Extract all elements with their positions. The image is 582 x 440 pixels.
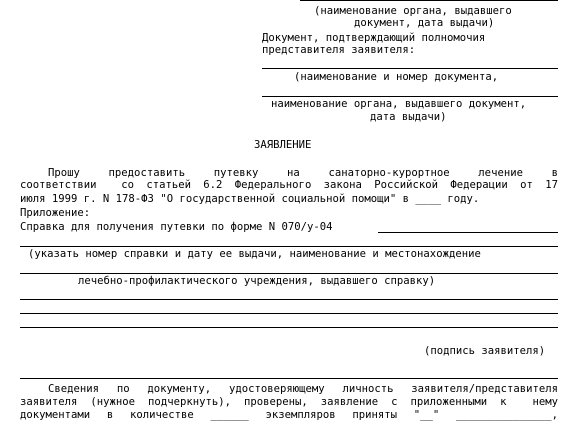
signature-caption: (подпись заявителя) [424,345,546,357]
certificate-caption-1: (указать номер справки и дату ее выдачи, наименование и местонахождение [28,248,481,260]
footer-line-3: документами в количестве ______ экземпляров приняты "__" _______________, [20,409,558,421]
certificate-fill-line [378,232,558,233]
certificate-line: Справка для получения путевки по форме N 070/у-04 [20,221,333,233]
footer-line-2: заявителя (нужное подчеркнуть), проверены, заявление с приложенными к нему [20,396,558,408]
attachment-line-5 [20,327,558,328]
certificate-caption-2: лечебно-профилактического учреждения, выдавшего справку) [78,275,436,287]
attachment-line-3 [20,299,558,300]
rep-doc-label-2: представителя заявителя: [262,44,416,56]
organ-caption-1: (наименование органа, выдавшего [314,5,512,17]
organ-caption-2: документ, дата выдачи) [354,17,495,29]
body-line-1: Прошу предоставить путевку на санаторно-курортное лечение в [48,167,558,179]
organ-name-line [300,0,558,1]
rep-doc-caption-3: дата выдачи) [370,111,447,123]
attachment-label: Приложение: [20,207,91,219]
rep-doc-label-1: Документ, подтверждающий полномочия [262,32,486,44]
attachment-line-2 [20,273,558,274]
attachment-line-4 [20,313,558,314]
footer-line-1: Сведения по документу, удостоверяющему личность заявителя/представителя [48,383,558,395]
rep-doc-caption-1: (наименование и номер документа, [294,71,499,83]
body-line-2: соответствии со статьей 6.2 Федерального закона Российской Федерации от 17 [20,179,558,191]
attachment-line-1 [20,246,558,247]
body-line-3: июля 1999 г. N 178-ФЗ "О государственной социальной помощи" в ____ году. [20,193,480,205]
document-title: ЗАЯВЛЕНИЕ [254,139,312,151]
rep-doc-caption-2: наименование органа, выдавшего документ, [271,98,527,110]
rep-doc-line-2 [262,96,558,97]
rep-doc-line-1 [262,68,558,69]
footer-separator-line [20,378,558,379]
